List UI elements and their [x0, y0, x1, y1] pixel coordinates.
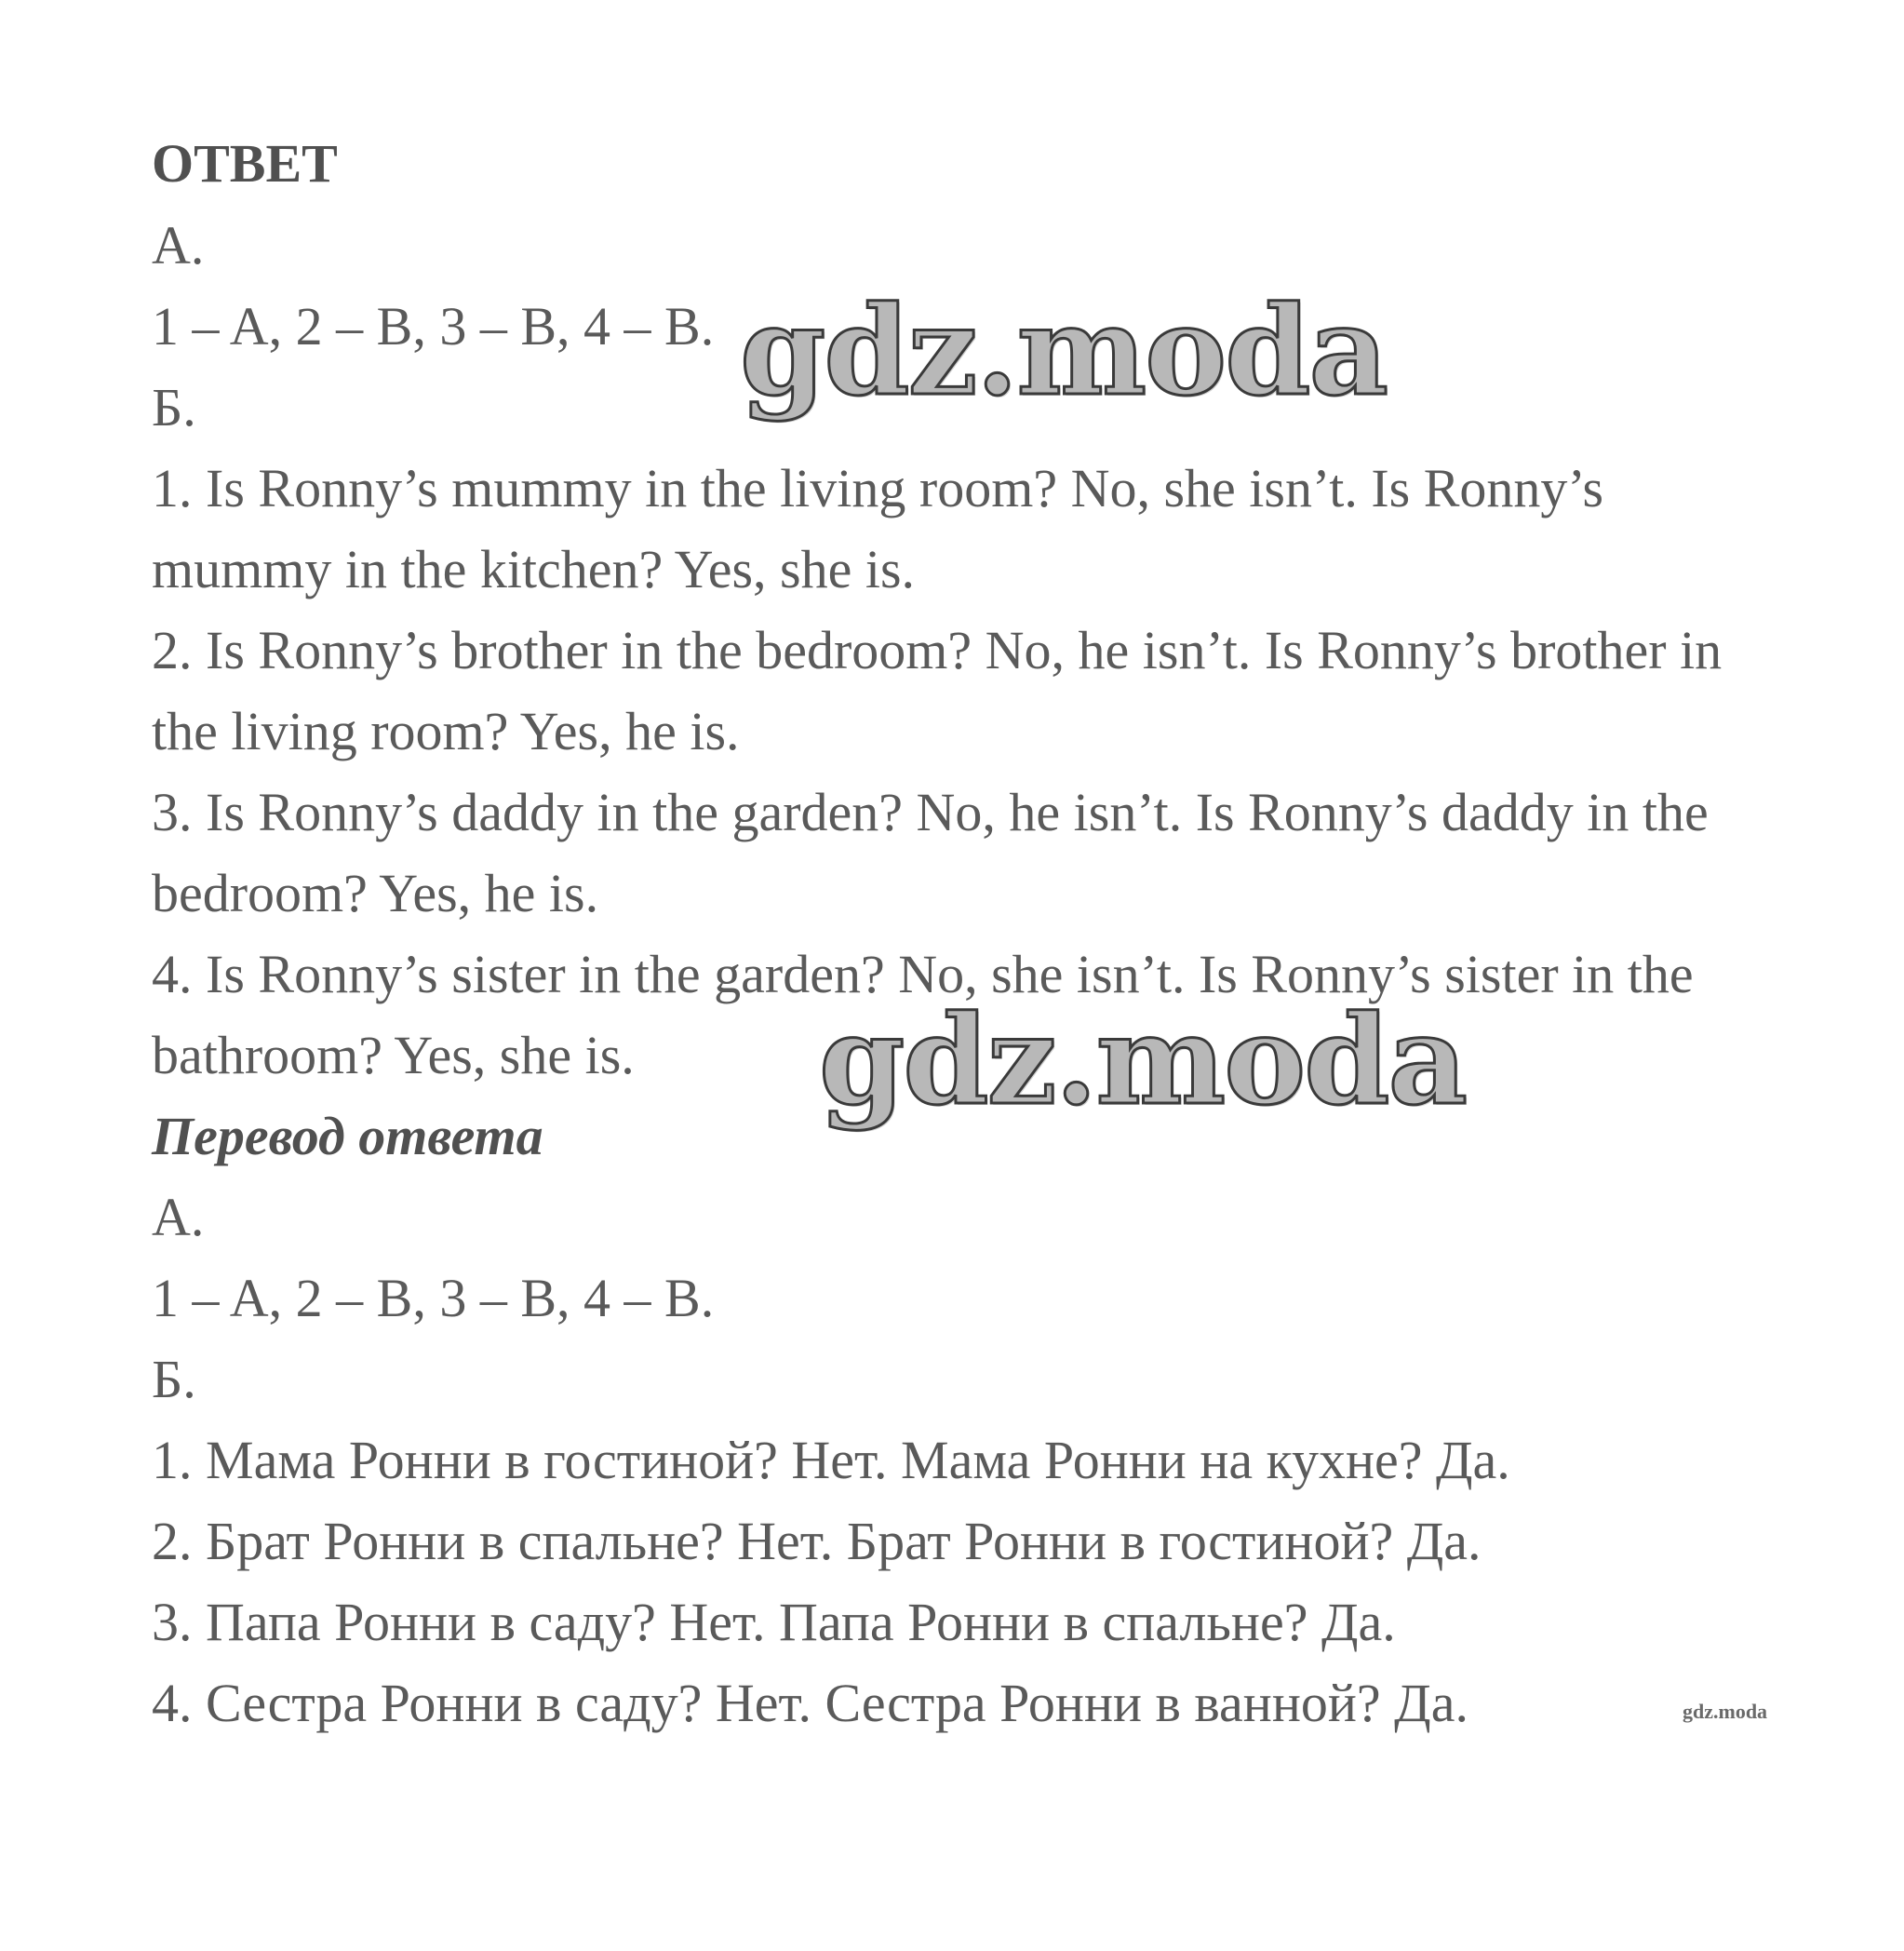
translation-item-3: 3. Папа Ронни в саду? Нет. Папа Ронни в спальне? Да.: [152, 1592, 1396, 1652]
answer-item-4-line-1: 4. Is Ronny’s sister in the garden? No, she isn’t. Is Ronny’s sister in the: [152, 944, 1694, 1004]
translation-item-1: 1. Мама Ронни в гостиной? Нет. Мама Ронни на кухне? Да.: [152, 1430, 1510, 1490]
translation-part-a-label: А.: [152, 1187, 205, 1247]
watermark-logo-middle: gdz.moda: [819, 989, 1467, 1133]
answer-item-2-line-1: 2. Is Ronny’s brother in the bedroom? No, he isn’t. Is Ronny’s brother in: [152, 620, 1723, 680]
watermark-logo-small: gdz.moda: [1683, 1700, 1768, 1723]
answer-item-4-line-2: bathroom? Yes, she is.: [152, 1025, 635, 1085]
translation-item-4: 4. Сестра Ронни в саду? Нет. Сестра Ронни в ванной? Да.: [152, 1673, 1468, 1733]
watermark-logo-top: gdz.moda: [740, 279, 1388, 424]
answer-heading: ОТВЕТ: [152, 133, 338, 194]
answer-item-1-line-2: mummy in the kitchen? Yes, she is.: [152, 539, 916, 599]
answer-part-a-label: А.: [152, 215, 205, 276]
translation-item-2: 2. Брат Ронни в спальне? Нет. Брат Ронни в гостиной? Да.: [152, 1511, 1482, 1571]
answer-part-b-label: Б.: [152, 377, 196, 437]
answer-item-3-line-2: bedroom? Yes, he is.: [152, 863, 599, 923]
translation-part-b-label: Б.: [152, 1349, 196, 1409]
answer-part-a-answers: 1 – A, 2 – B, 3 – B, 4 – B.: [152, 296, 715, 357]
translation-part-a-answers: 1 – A, 2 – B, 3 – B, 4 – B.: [152, 1268, 715, 1328]
answer-item-2-line-2: the living room? Yes, he is.: [152, 701, 740, 761]
answer-item-3-line-1: 3. Is Ronny’s daddy in the garden? No, he isn’t. Is Ronny’s daddy in the: [152, 782, 1709, 842]
translation-heading: Перевод ответа: [152, 1106, 543, 1166]
answer-item-1-line-1: 1. Is Ronny’s mummy in the living room? No, she isn’t. Is Ronny’s: [152, 458, 1604, 518]
